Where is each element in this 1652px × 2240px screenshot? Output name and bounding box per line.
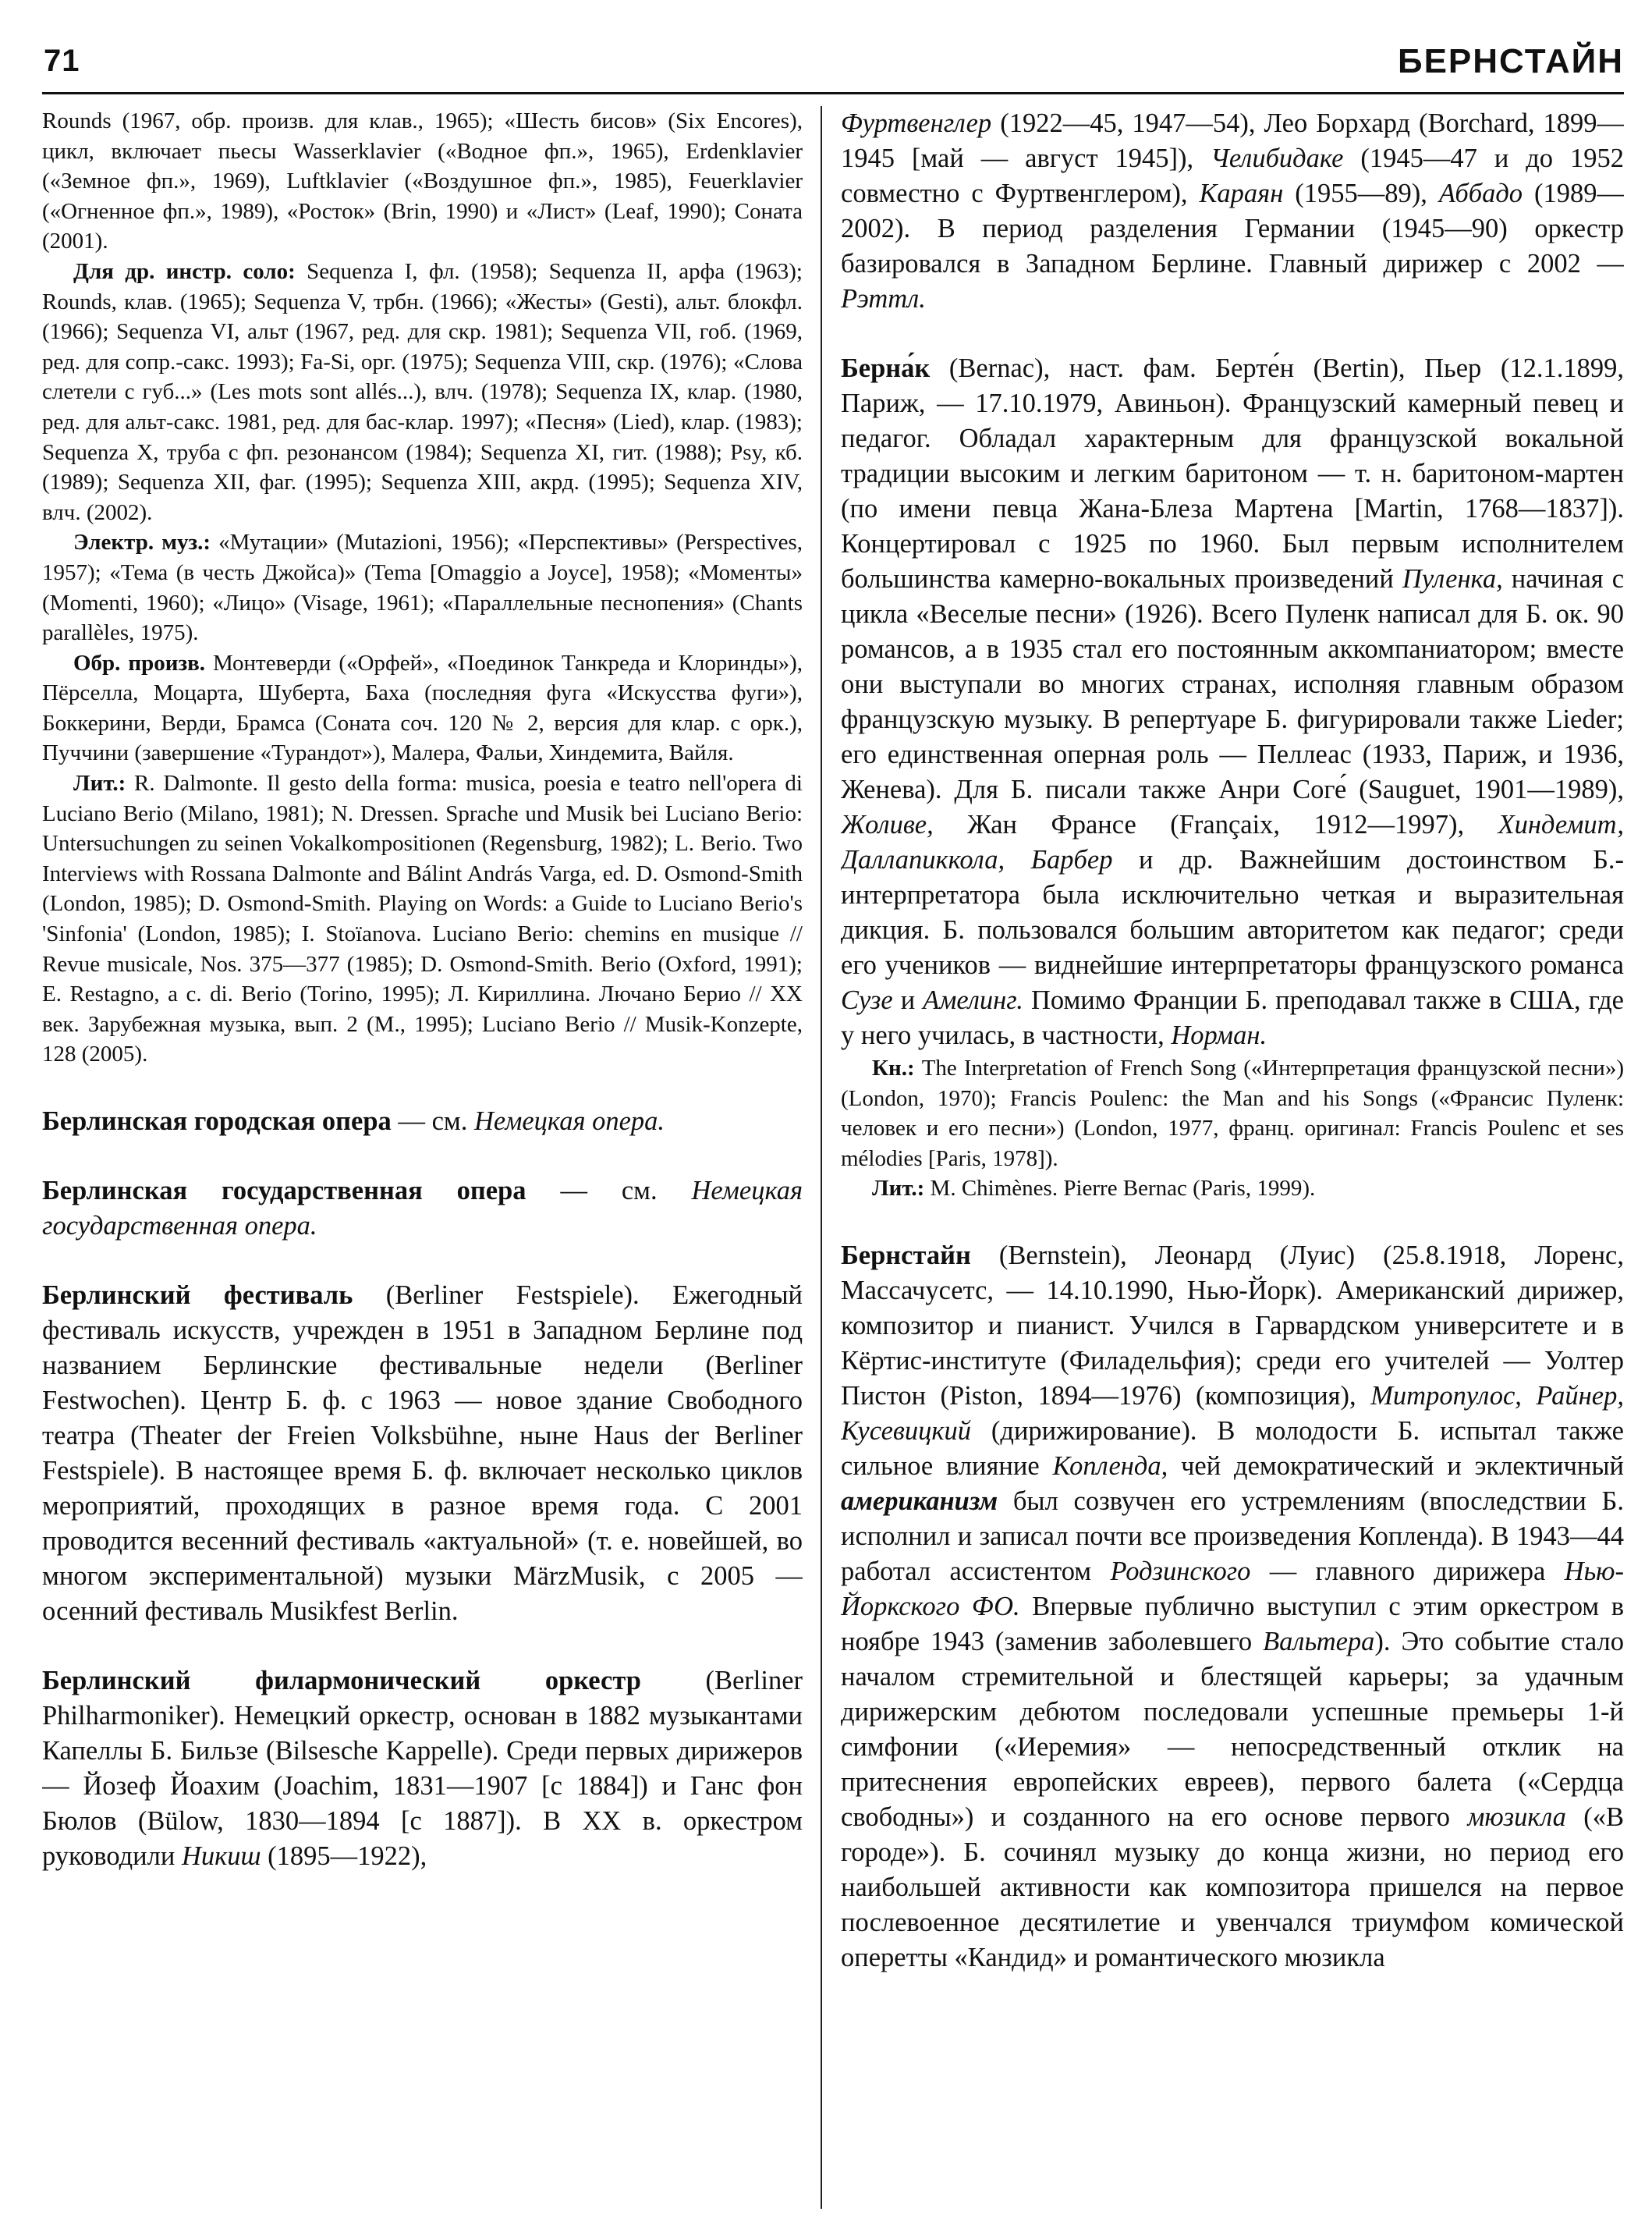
bernac-lit-text: M. Chimènes. Pierre Bernac (Paris, 1999). [924,1176,1316,1202]
cross-reference-link: Немецкая государственная опера. [42,1176,803,1241]
cross-reference-nikisch: Никиш [181,1841,261,1871]
books-label: Кн.: [872,1056,915,1081]
entry-headword: Берлинская городская опера [42,1106,392,1136]
berio-works-arrangements [42,648,803,769]
bernac-bibliography [841,1053,1624,1204]
entry-headword: Берна́к [841,353,931,383]
right-column [841,106,1624,2209]
entry-body: (дирижирование). В молодости Б. испытал также сильное влияние [841,1415,1624,1481]
entry-body: и др. Важнейшим достоинством Б.-интерпретатора была исключительно четкая и выразительная дикция. Б. пользовался большим авторитетом как педагог; среди его учеников — виднейшие интерпретаторы французского романса [841,845,1624,980]
lit-text: R. Dalmonte. Il gesto della forma: musica, poesia e teatro nell'opera di Luciano Berio (Milano, 1981); N. Dressen. Sprache und Musik bei Luciano Berio: Untersuchungen zu seinen Vokalkompositionen (Regensburg, 1982); L. Berio. Two Interviews with Rossana Dalmonte and Bálint András Varga, ed. D. Osmond-Smith (London, 1985); D. Osmond-Smith. Playing on Words: a Guide to Luciano Berio's 'Sinfonia' (London, 1985); I. Stoïanova. Luciano Berio: chemins en musique // Revue musicale, Nos. 375—377 (1985); D. Osmond-Smith. Berio (Oxford, 1991); E. Restagno, a c. di. Berio (Torino, 1995); Л. Кириллина. Лючано Берио // XX век. Зарубежная музыка, вып. 2 (М., 1995); Luciano Berio // Musik-Konzepte, 128 (2005). [42,771,803,1067]
entry-bernac [841,351,1624,1053]
cross-reference-nyfo: Нью-Йоркского ФО. [841,1556,1624,1621]
arr-label: Обр. произв. [73,650,206,676]
cross-reference-souzay: Сузе [841,985,893,1015]
cross-reference-composers: Хиндемит, Даллапиккола, Барбер [841,810,1624,875]
entry-body: был созвучен его устремлениям (впоследствии Б. исполнил и записал почти все произведения Копленда). В 1943—44 работал ассистентом [841,1486,1624,1586]
running-head: БЕРНСТАЙН [1397,42,1624,80]
entry-berlin-philharmonic-cont [841,106,1624,317]
entry-body: Жан Франсе (Françaix, 1912—1997), [933,810,1498,840]
cross-reference-karajan: Караян [1199,179,1284,208]
entry-body: Помимо Франции Б. преподавал также в США, где у него училась, в частности, [841,985,1624,1050]
page-number: 71 [44,44,80,78]
entry-berlin-festival [42,1278,803,1629]
entry-headword: Берлинский фестиваль [42,1280,353,1310]
cross-reference-celibidache: Челибидаке [1211,144,1344,173]
cross-reference-rattle: Рэттл. [841,284,926,314]
entry-berlin-philharmonic [42,1663,803,1874]
entry-body: начиная с цикла «Веселые песни» (1926). Всего Пуленк написал для Б. ок. 90 романсов, а в 1935 стал его постоянным аккомпаниатором; вместе они выступали во многих странах, исполняя главным образом французскую музыку. В репертуаре Б. фигурировали также Lieder; его единственная оперная роль — Пеллеас (1933, Париж, и 1936, Женева). Для Б. писали также Анри Соге́ (Sauguet, 1901—1989), [841,564,1624,804]
entry-headword: Бернстайн [841,1240,971,1270]
berio-works-piano: Rounds (1967, обр. произв. для клав., 1965); «Шесть бисов» (Six Encores), цикл, включает пьесы Wasserklavier («Водное фп.», 1965), Erdenklavier («Земное фп.», 1969), Luftklavier («Воздушное фп.», 1985), Feuerklavier («Огненное фп.», 1989), «Росток» (Brin, 1990) и «Лист» (Leaf, 1990); Соната (2001). [42,108,803,254]
entry-separator: — см. [526,1176,692,1205]
entry-body: (1955—89), [1283,179,1439,208]
cross-reference-musical: мюзикла [1467,1802,1566,1832]
arr-text: Монтеверди («Орфей», «Поединок Танкреда и Клоринды»), Пёрселла, Моцарта, Шуберта, Баха (последняя фуга «Искусства фуги»), Боккерини, Верди, Брамса (Соната соч. 120 № 2, версия для клар. с орк.), Пуччини (завершение «Турандот»), Малера, Фальи, Хиндемита, Вайля. [42,650,803,766]
cross-reference-furtwangler: Фуртвенглер [841,108,992,138]
entry-body: (1989—2002). В период разделения Германии (1945—90) оркестр базировался в Западном Берлине. Главный дирижер с 2002 — [841,179,1624,279]
bernac-lit-label: Лит.: [872,1176,925,1202]
cross-reference-abbado: Аббадо [1438,179,1523,208]
entry-body-cont: (1895—1922), [261,1841,427,1871]
berio-works-solo [42,257,803,527]
cross-reference-americanism: американизм [841,1486,998,1516]
berio-works-section [42,106,803,1070]
entry-body: чей демократический и эклектичный [1168,1450,1624,1481]
berio-literature [42,769,803,1070]
entry-body: — главного дирижера [1250,1556,1565,1586]
entry-city-opera [42,1104,803,1139]
entry-state-opera [42,1173,803,1244]
cross-reference-ameling: Амелинг. [923,985,1023,1015]
entry-body: (Bernac), наст. фам. Берте́н (Bertin), Пьер (12.1.1899, Париж, — 17.10.1979, Авиньон). Французский камерный певец и педагог. Обладал характерным для французской вокальной традиции высоким и легким баритоном — т. н. баритоном-мартен (по имени певца Жана-Блеза Мартена [Martin, 1768—1837]). Концертировал с 1925 по 1960. Был первым исполнителем большинства камерно-вокальных произведений [841,353,1624,594]
berio-works-electronic [42,527,803,648]
cross-reference-teachers: Митропулос, Райнер, Кусевицкий [841,1380,1624,1446]
entry-body: ). Это событие стало началом стремительной и блестящей карьеры; за удачным дирижерским дебютом последовали успешные премьеры 1-й симфонии («Иеремия» — непосредственный отклик на притеснения европейских евреев), первого балета («Сердца свободны») и созданного на его основе первого [841,1626,1624,1832]
entry-body: Впервые публично выступил с этим оркестром в ноябре 1943 (заменив заболевшего [841,1591,1624,1656]
books-text: The Interpretation of French Song («Интерпретация французской песни») (London, 1970); Francis Poulenc: the Man and his Songs («Франсис Пуленк: человек и его песни») (London, 1977, франц. оригинал: Francis Poulenc et ses mélodies [Paris, 1978]). [841,1056,1624,1171]
entry-headword: Берлинская государственная опера [42,1176,526,1205]
entry-body: (Berliner Festspiele). Ежегодный фестиваль искусств, учрежден в 1951 в Западном Берлине под названием Берлинские фестивальные недели (Berliner Festwochen). Центр Б. ф. с 1963 — новое здание Свободного театра (Theater der Freien Volksbühne, ныне Haus der Berliner Festspiele). В настоящее время Б. ф. включает несколько циклов мероприятий, проходящих в разное время года. С 2001 проводится весенний фестиваль «актуальной» (т. е. новейшей, во многом экспериментальной) музыки MärzMusik, с 2005 — осенний фестиваль Musikfest Berlin. [42,1280,803,1626]
entry-bernstein [841,1238,1624,1976]
entry-body: и [892,985,923,1015]
cross-reference-walter: Вальтера [1263,1626,1375,1656]
solo-text: Sequenza I, фл. (1958); Sequenza II, арфа (1963); Rounds, клав. (1965); Sequenza V, трбн. (1966); «Жесты» (Gesti), альт. блокфл. (1966); Sequenza VI, альт (1967, ред. для скр. 1981); Sequenza VII, гоб. (1969, ред. для сопр.-сакс. 1993); Fa-Si, орг. (1975); Sequenza VIII, скр. (1976); «Слова слетели с губ...» (Les mots sont allés...), влч. (1978); Sequenza IX, клар. (1980, ред. для альт-сакс. 1981, ред. для бас-клар. 1997); «Песня» (Lied), клар. (1983); Sequenza X, труба с фп. резонансом (1984); Sequenza XI, гит. (1988); Psy, кб. (1989); Sequenza XII, фаг. (1995); Sequenza XIII, акрд. (1995); Sequenza XIV, влч. (2002). [42,258,803,525]
cross-reference-rodzinski: Родзинского [1110,1556,1251,1586]
bernac-literature [841,1173,1624,1204]
entry-headword: Берлинский филармонический оркестр [42,1666,641,1695]
cross-reference-norman: Норман. [1171,1021,1267,1050]
left-column [42,106,803,2209]
entry-body: (Bernstein), Леонард (Луис) (25.8.1918, Лоренс, Массачусетс, — 14.10.1990, Нью-Йорк). Американский дирижер, композитор и пианист. Учился в Гарвардском университете и в Кёртис-институте (Филадельфия); среди его учителей — Уолтер Пистон (Piston, 1894—1976) (композиция), [841,1240,1624,1411]
page-header [42,37,1624,94]
electr-text: «Мутации» (Mutazioni, 1956); «Перспективы» (Perspectives, 1957); «Тема (в честь Джойса)» (Tema [Omaggio a Joyce], 1958); «Моменты» (Momenti, 1960); «Лицо» (Visage, 1961); «Параллельные песнопения» (Chants parallèles, 1975). [42,530,803,646]
cross-reference-link: Немецкая опера. [473,1106,665,1136]
cross-reference-poulenc: Пуленка, [1402,564,1503,594]
cross-reference-jolivet: Жоливе, [841,810,934,840]
electr-label: Электр. муз.: [73,530,211,556]
entry-body: («В городе»). Б. сочинял музыку до конца жизни, но период его наибольшей активности как композитора пришелся на первое послевоенное десятилетие и увенчался триумфом комической оперетты «Кандид» и романтического мюзикла [841,1802,1624,1972]
entry-body: (1945—47 и до 1952 совместно с Фуртвенглером), [841,144,1624,208]
solo-label: Для др. инстр. соло: [73,258,296,284]
lit-label: Лит.: [73,771,126,797]
column-divider [821,106,822,2209]
cross-reference-copland: Копленда, [1052,1450,1168,1481]
bernac-books [841,1053,1624,1173]
entry-separator: — см. [391,1106,474,1136]
entry-body: (Berliner Philharmoniker). Немецкий оркестр, основан в 1882 музыкантами Капеллы Б. Бильзе (Bilsesche Kappelle). Среди первых дирижеров — Йозеф Йоахим (Joachim, 1831—1907 [с 1884]) и Ганс фон Бюлов (Bülow, 1830—1894 [с 1887]). В XX в. оркестром руководили [42,1666,803,1871]
entry-body: (1922—45, 1947—54), Лео Борхард (Borchard, 1899—1945 [май — август 1945]), [841,108,1624,173]
